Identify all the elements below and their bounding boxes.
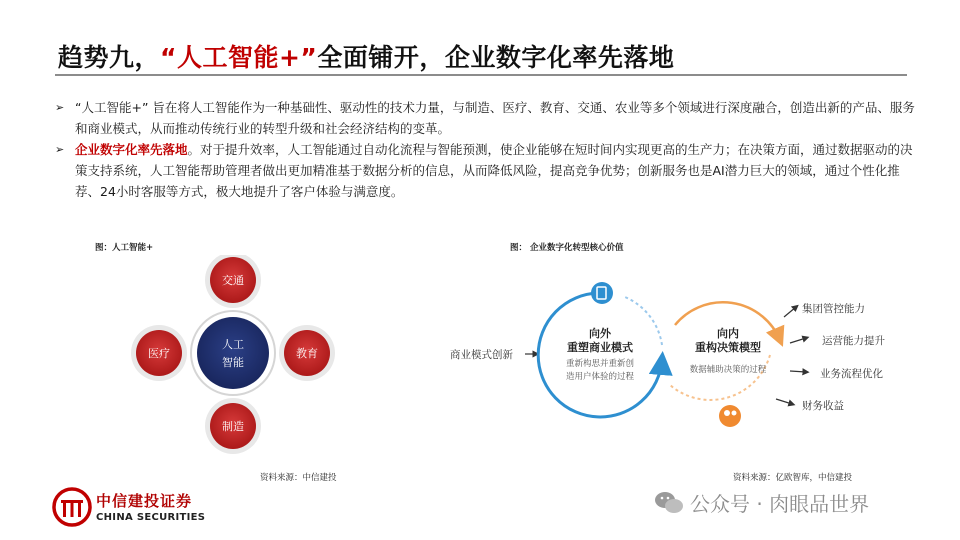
people-icon-head <box>732 411 737 416</box>
center-label-line2: 智能 <box>222 356 244 369</box>
node-right-label: 教育 <box>296 347 318 360</box>
page-title <box>58 38 674 74</box>
right-arrow <box>790 338 806 343</box>
left-label: 商业模式创新 <box>450 349 513 361</box>
arrow-bullet-icon: ➢ <box>55 101 65 114</box>
bullet-list <box>55 97 915 202</box>
people-icon <box>719 405 741 427</box>
inward-title1: 向内 <box>717 327 739 340</box>
bullet-text: “人工智能+” 旨在将人工智能作为一种基础性、驱动性的技术力量，与制造、医疗、教育、交通、农业等多个领域进行深度融合，创造出新的产品、服务和商业模式，从而推动传统行业的转型升级和社会经济结构的变革。 <box>75 100 915 136</box>
outward-desc1: 重新构思并重新创 <box>565 359 635 369</box>
node-bottom-label: 制造 <box>222 420 244 433</box>
digital-transformation-diagram <box>440 265 910 445</box>
bullet-lead: 企业数字化率先落地 <box>75 142 188 157</box>
outward-title1: 向外 <box>589 327 611 340</box>
right-arrow <box>776 399 792 404</box>
figure2-caption: 图： 企业数字化转型核心价值 <box>510 243 624 253</box>
bullet-item <box>55 139 915 202</box>
ai-plus-diagram <box>120 255 360 465</box>
inward-title2: 重构决策模型 <box>695 341 761 354</box>
right-item: 业务流程优化 <box>820 368 883 380</box>
outward-cycle-dash <box>625 297 662 345</box>
node-top-label: 交通 <box>222 274 244 287</box>
wechat-icon <box>654 490 684 516</box>
figure1-source: 资料来源：中信建投 <box>260 473 337 483</box>
outward-cycle-arc <box>538 293 662 417</box>
bullet-text: 。对于提升效率，人工智能通过自动化流程与智能预测，使企业能够在短时间内实现更高的生产力；在决策方面，通过数据驱动的决策支持系统，人工智能帮助管理者做出更加精准基于数据分析的信息，从而降低风险，提高竞争优势；创新服务也是AI潜力巨大的领域，通过个性化推荐、24小时客服等方式，极大地提升了客户体验与满意度。 <box>75 142 913 199</box>
right-item: 运营能力提升 <box>822 335 885 347</box>
center-label-line1: 人工 <box>222 338 244 351</box>
watermark-text: 公众号 · 肉眼品世界 <box>690 492 870 516</box>
title-part1: 趋势九， <box>58 43 161 72</box>
figure1-caption: 图：人工智能+ <box>95 243 154 253</box>
center-circle <box>197 317 269 389</box>
node-left-label: 医疗 <box>148 347 170 360</box>
outward-desc2: 造用户体验的过程 <box>565 372 635 382</box>
outward-title2: 重塑商业模式 <box>567 341 633 354</box>
figure2-source: 资料来源：亿欧智库，中信建投 <box>733 473 853 483</box>
inward-cycle-dash <box>670 355 770 400</box>
right-item: 集团管控能力 <box>802 303 865 315</box>
citic-logo-icon <box>52 487 92 527</box>
title-highlight: “人工智能+” <box>160 43 318 72</box>
document-icon <box>591 282 613 304</box>
title-divider <box>55 74 907 76</box>
inward-desc1: 数据辅助决策的过程 <box>689 365 767 375</box>
arrow-bullet-icon: ➢ <box>55 143 65 156</box>
logo-name-cn: 中信建投证券 <box>96 492 193 510</box>
watermark <box>654 488 869 517</box>
people-icon-head <box>724 410 730 416</box>
right-arrow <box>790 371 806 372</box>
title-part2: 全面铺开，企业数字化率先落地 <box>317 43 675 72</box>
right-item: 财务收益 <box>802 400 844 412</box>
right-arrow <box>784 307 796 317</box>
logo-name-en: CHINA SECURITIES <box>96 512 206 523</box>
bullet-item <box>55 97 915 139</box>
